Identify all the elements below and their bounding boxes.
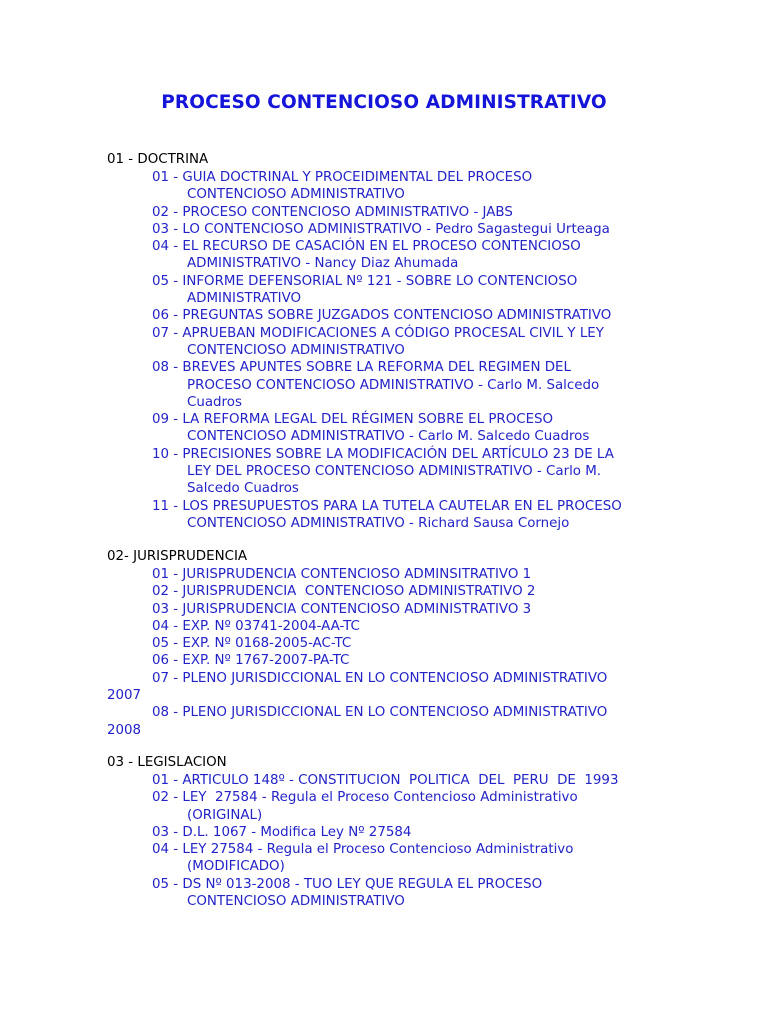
jurisprudencia-link-01[interactable]: 01 - JURISPRUDENCIA CONTENCIOSO ADMINSITRATIVO 1 [152, 567, 532, 582]
jurisprudencia-link-03[interactable]: 03 - JURISPRUDENCIA CONTENCIOSO ADMINISTRATIVO 3 [152, 601, 532, 617]
doctrina-link-01[interactable]: 01 - GUIA DOCTRINAL Y PROCEIDIMENTAL DEL PROCESO CONTENCIOSO ADMINISTRATIVO [152, 170, 533, 203]
section-list-legislacion [152, 772, 672, 910]
section-heading-doctrina: 01 - DOCTRINA [107, 152, 209, 167]
doctrina-link-11[interactable]: 11 - LOS PRESUPUESTOS PARA LA TUTELA CAUTELAR EN EL PROCESO CONTENCIOSO ADMINISTRATIVO - Richard Sausa Cornejo [152, 498, 622, 531]
section-heading-jurisprudencia: 02- JURISPRUDENCIA [107, 549, 248, 564]
jurisprudencia-link-06[interactable]: 06 - EXP. Nº 1767-2007-PA-TC [152, 653, 350, 669]
doctrina-link-08[interactable]: 08 - BREVES APUNTES SOBRE LA REFORMA DEL REGIMEN DEL PROCESO CONTENCIOSO ADMINISTRATIVO - Carlo M. Salcedo Cuadros [152, 360, 600, 410]
section-heading-legislacion: 03 - LEGISLACION [107, 755, 227, 770]
doctrina-link-03[interactable]: 03 - LO CONTENCIOSO ADMINISTRATIVO - Pedro Sagastegui Urteaga [152, 221, 610, 237]
section-list-doctrina [152, 169, 672, 532]
jurisprudencia-link-07[interactable]: 07 - PLENO JURISDICCIONAL EN LO CONTENCIOSO ADMINISTRATIVO 2007 [107, 670, 608, 704]
jurisprudencia-link-02[interactable]: 02 - JURISPRUDENCIA CONTENCIOSO ADMINISTRATIVO 2 [152, 584, 536, 600]
jurisprudencia-link-05[interactable]: 05 - EXP. Nº 0168-2005-AC-TC [152, 636, 352, 652]
legislacion-link-04[interactable]: 04 - LEY 27584 - Regula el Proceso Contencioso Administrativo (MODIFICADO) [152, 842, 574, 875]
doctrina-link-09[interactable]: 09 - LA REFORMA LEGAL DEL RÉGIMEN SOBRE EL PROCESO CONTENCIOSO ADMINISTRATIVO - Carlo M. Salcedo Cuadros [152, 412, 590, 445]
legislacion-link-05[interactable]: 05 - DS Nº 013-2008 - TUO LEY QUE REGULA EL PROCESO CONTENCIOSO ADMINISTRATIVO [152, 876, 543, 910]
doctrina-link-07[interactable]: 07 - APRUEBAN MODIFICACIONES A CÓDIGO PROCESAL CIVIL Y LEY CONTENCIOSO ADMINISTRATIVO [152, 325, 604, 358]
document-title: PROCESO CONTENCIOSO ADMINISTRATIVO [161, 92, 607, 113]
legislacion-link-03[interactable]: 03 - D.L. 1067 - Modifica Ley Nº 27584 [152, 824, 412, 840]
doctrina-link-06[interactable]: 06 - PREGUNTAS SOBRE JUZGADOS CONTENCIOSO ADMINISTRATIVO [152, 308, 612, 324]
doctrina-link-10[interactable]: 10 - PRECISIONES SOBRE LA MODIFICACIÓN DEL ARTÍCULO 23 DE LA LEY DEL PROCESO CONTENCIOSO ADMINISTRATIVO - Carlo M. Salcedo Cuadros [152, 446, 614, 497]
legislacion-link-02[interactable]: 02 - LEY 27584 - Regula el Proceso Contencioso Administrativo (ORIGINAL) [152, 790, 578, 823]
legislacion-link-01[interactable]: 01 - ARTICULO 148º - CONSTITUCION POLITICA DEL PERU DE 1993 [152, 773, 619, 788]
doctrina-link-05[interactable]: 05 - INFORME DEFENSORIAL Nº 121 - SOBRE LO CONTENCIOSO ADMINISTRATIVO [152, 273, 578, 307]
doctrina-link-02[interactable]: 02 - PROCESO CONTENCIOSO ADMINISTRATIVO - JABS [152, 204, 513, 220]
section-list-jurisprudencia [107, 566, 672, 739]
jurisprudencia-link-04[interactable]: 04 - EXP. Nº 03741-2004-AA-TC [152, 618, 360, 634]
jurisprudencia-link-08[interactable]: 08 - PLENO JURISDICCIONAL EN LO CONTENCIOSO ADMINISTRATIVO 2008 [107, 705, 608, 738]
doctrina-link-04[interactable]: 04 - EL RECURSO DE CASACIÓN EN EL PROCESO CONTENCIOSO ADMINISTRATIVO - Nancy Diaz Ahumada [152, 239, 581, 272]
